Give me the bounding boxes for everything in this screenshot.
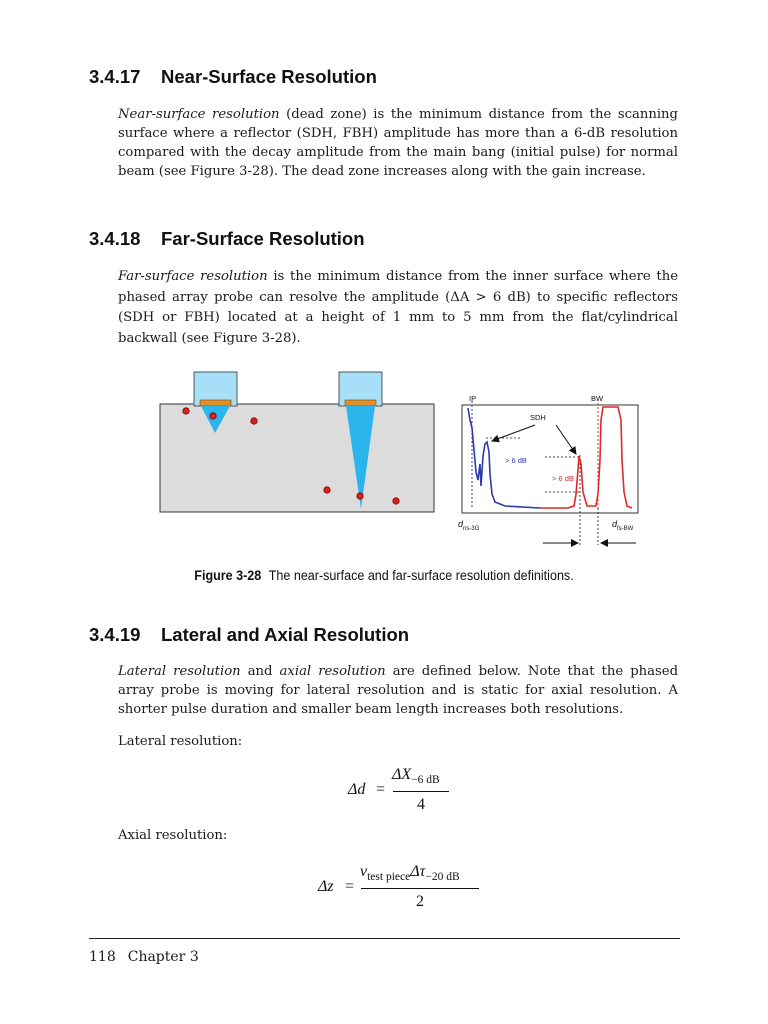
term-near-surface: Near-surface resolution — [118, 107, 280, 122]
ascan-frame — [462, 405, 638, 513]
chapter-label: Chapter 3 — [127, 949, 199, 965]
paragraph-connector: and — [240, 664, 280, 679]
equals-sign: = — [345, 878, 355, 895]
test-block — [160, 404, 434, 512]
resolution-diagram — [0, 360, 768, 560]
axial-denominator: 2 — [416, 893, 424, 910]
lateral-lhs: Δd — [348, 781, 366, 798]
term-lateral: Lateral resolution — [118, 664, 241, 679]
section-title: Lateral and Axial Resolution — [161, 624, 410, 645]
far-6db-label: > 6 dB — [552, 474, 574, 483]
bw-label: BW — [591, 394, 604, 403]
section-number: 3.4.17 — [89, 66, 141, 87]
reflector — [324, 487, 330, 493]
axial-fraction-bar — [361, 888, 479, 889]
probe-element-far — [345, 400, 376, 406]
section-heading-3-4-19 — [89, 624, 409, 646]
page-number: 118 — [89, 949, 116, 965]
ip-label: IP — [469, 394, 477, 403]
section-number: 3.4.18 — [89, 228, 141, 249]
d-ns-label: $d_{ns-3G}$ — [458, 519, 480, 532]
lateral-label: Lateral resolution: — [118, 734, 243, 749]
paragraph-text: (dead zone) is the minimum distance from the scanning surface where a reflector (SDH, FBH) amplitude has more than a 6-dB resolution compared with the decay amplitude from the main bang (initial pulse) for normal beam (see Figure 3-28). The dead zone increases along with the gain increase. — [118, 107, 678, 179]
section-title: Far-Surface Resolution — [161, 228, 365, 249]
section-heading-3-4-17 — [89, 66, 377, 88]
reflector — [251, 418, 257, 424]
axial-numerator: $v_{test piece}\Delta\tau_{-20 dB}$ — [360, 863, 460, 884]
lateral-numerator: $\Delta X_{-6 dB}$ — [392, 766, 440, 787]
paragraph-near-surface — [118, 105, 678, 181]
term-far-surface: Far-surface resolution — [118, 269, 268, 284]
paragraph-text: are defined below. Note that the phased array probe is moving for lateral resolution and is static for axial resolution. A shorter pulse duration and smaller beam length increases both resolutions. — [118, 664, 679, 717]
paragraph-far-surface — [118, 267, 678, 349]
section-number: 3.4.19 — [89, 624, 141, 645]
figure-caption — [27, 568, 741, 583]
axial-formula — [310, 863, 490, 913]
footer — [89, 949, 199, 965]
d-fs-label: $d_{fs-BW}$ — [612, 519, 634, 532]
lateral-denominator: 4 — [417, 796, 425, 813]
section-heading-3-4-18 — [89, 228, 365, 250]
near-6db-label: > 6 dB — [505, 456, 527, 465]
reflector — [183, 408, 189, 414]
reflector — [393, 498, 399, 504]
paragraph-lateral-axial — [118, 662, 678, 719]
axial-lhs: Δz — [318, 878, 334, 895]
term-axial: axial resolution — [279, 664, 386, 679]
reflector — [357, 493, 363, 499]
paragraph-text: is the minimum distance from the inner surface where the phased array probe can resolve the amplitude (ΔA > 6 dB) to specific reflectors (SDH or FBH) located at a height of 1 mm to 5 mm from the flat/cylindrical backwall (see Figure 3-28). — [118, 269, 679, 346]
lateral-formula — [340, 766, 460, 816]
section-title: Near-Surface Resolution — [161, 66, 377, 87]
figure-3-28 — [0, 360, 768, 560]
figure-number: Figure 3-28 — [194, 568, 262, 583]
probe-element-near — [200, 400, 231, 406]
figure-caption-text: The near-surface and far-surface resolution definitions. — [268, 568, 574, 583]
axial-label: Axial resolution: — [118, 828, 228, 843]
lateral-fraction-bar — [393, 791, 449, 792]
reflector — [210, 413, 216, 419]
equals-sign: = — [376, 781, 386, 798]
sdh-label: SDH — [530, 413, 546, 422]
footer-rule — [89, 938, 680, 939]
